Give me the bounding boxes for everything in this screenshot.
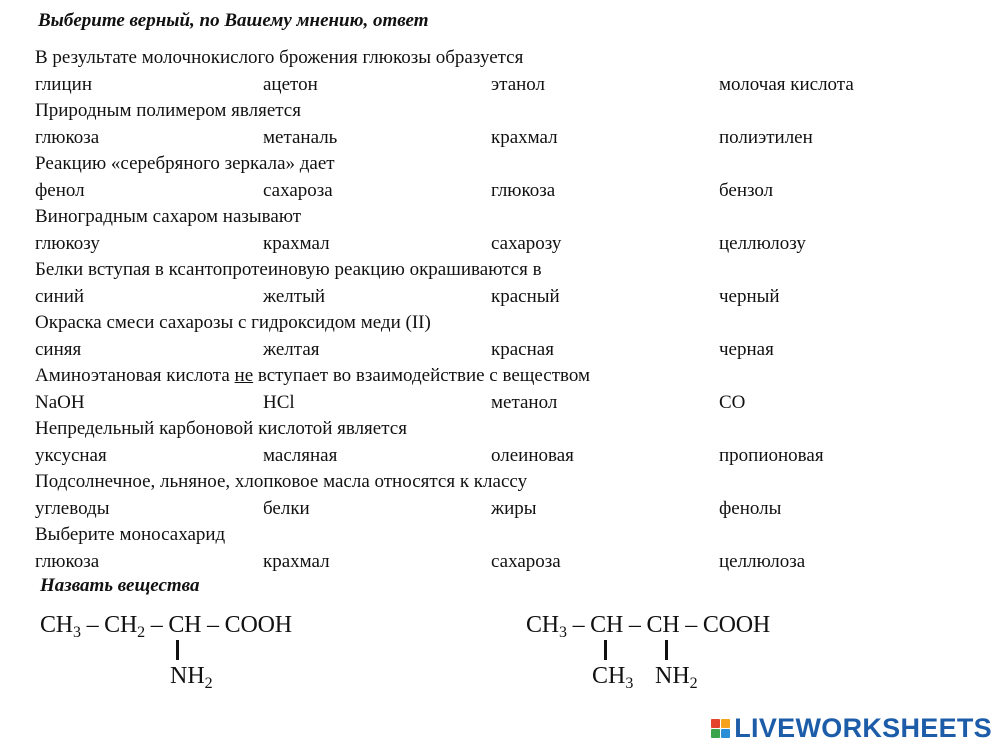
formula-2-bond-2: [665, 640, 668, 660]
f2-branch2-s: 2: [689, 675, 698, 692]
q6-option-2[interactable]: желтая: [263, 338, 320, 360]
q3-option-2[interactable]: сахароза: [263, 179, 333, 201]
f2-s1: 3: [558, 624, 567, 641]
f1-p2: – CH: [80, 612, 138, 638]
f1-p3: – CH – COOH: [144, 612, 292, 638]
formula-2-main: [526, 612, 770, 639]
q7-option-2[interactable]: HCl: [263, 391, 295, 413]
formula-2-branch-2: [655, 663, 698, 690]
q1-option-4[interactable]: молочая кислота: [719, 73, 854, 95]
f1-s2: 2: [137, 624, 145, 641]
liveworksheets-logo-icon: [711, 719, 730, 738]
question-10-text: Выберите моносахарид: [35, 524, 226, 545]
question-9-options: [35, 496, 975, 523]
brand-text: LIVEWORKSHEETS: [734, 713, 992, 743]
f1-p1: CH: [40, 612, 73, 638]
q7-text-after: вступает во взаимодействие с веществом: [253, 365, 591, 386]
formula-2-bond-1: [604, 640, 607, 660]
q5-option-2[interactable]: желтый: [263, 285, 326, 307]
q3-option-4[interactable]: бензол: [719, 179, 774, 201]
logo-tile-blue: [721, 729, 730, 738]
q3-option-3[interactable]: глюкоза: [491, 179, 556, 201]
f2-branch1-s: 3: [625, 675, 634, 692]
q9-option-4[interactable]: фенолы: [719, 497, 782, 519]
q7-text-before: Аминоэтановая кислота: [35, 365, 235, 386]
question-4-options: [35, 231, 975, 258]
q10-option-4[interactable]: целлюлоза: [719, 550, 806, 572]
question-3-text: Реакцию «серебряного зеркала» дает: [35, 153, 335, 174]
q10-option-3[interactable]: сахароза: [491, 550, 561, 572]
formula-2-branch-1: [592, 663, 633, 690]
question-6-text: Окраска смеси сахарозы с гидроксидом меди (II): [35, 312, 431, 333]
question-8-options: [35, 443, 975, 470]
instruction-heading: Выберите верный, по Вашему мнению, ответ: [38, 10, 429, 31]
q1-option-1[interactable]: глицин: [35, 73, 92, 95]
question-7-text: [35, 363, 975, 390]
q2-option-4[interactable]: полиэтилен: [719, 126, 813, 148]
question-8-text: Непредельный карбоновой кислотой является: [35, 418, 407, 439]
question-10-options: [35, 549, 975, 576]
q3-option-1[interactable]: фенол: [35, 179, 85, 201]
q4-option-4[interactable]: целлюлозу: [719, 232, 806, 254]
q6-option-1[interactable]: синяя: [35, 338, 82, 360]
f2-branch2-p: NH: [655, 663, 690, 689]
logo-tile-red: [711, 719, 720, 728]
f2-branch1-p: CH: [592, 663, 626, 689]
q4-option-1[interactable]: глюкозу: [35, 232, 100, 254]
q6-option-4[interactable]: черная: [719, 338, 774, 360]
logo-tile-orange: [721, 719, 730, 728]
q7-text-underlined: не: [234, 365, 254, 386]
q8-option-2[interactable]: масляная: [263, 444, 338, 466]
liveworksheets-brand[interactable]: [711, 713, 992, 744]
q6-option-3[interactable]: красная: [491, 338, 554, 360]
q2-option-1[interactable]: глюкоза: [35, 126, 100, 148]
formula-1-branch: [170, 663, 213, 690]
q2-option-3[interactable]: крахмал: [491, 126, 558, 148]
question-4-text: Виноградным сахаром называют: [35, 206, 302, 227]
question-5-text: Белки вступая в ксантопротеиновую реакцию окрашиваются в: [35, 259, 542, 280]
q4-option-3[interactable]: сахарозу: [491, 232, 562, 254]
question-1-options: [35, 72, 975, 99]
q7-option-3[interactable]: метанол: [491, 391, 558, 413]
question-5-options: [35, 284, 975, 311]
q8-option-1[interactable]: уксусная: [35, 444, 107, 466]
q1-option-3[interactable]: этанол: [491, 73, 546, 95]
question-3-options: [35, 178, 975, 205]
formula-1-bond: [176, 640, 179, 660]
q5-option-1[interactable]: синий: [35, 285, 85, 307]
q5-option-4[interactable]: черный: [719, 285, 780, 307]
q7-option-4[interactable]: CO: [719, 391, 746, 413]
q2-option-2[interactable]: метаналь: [263, 126, 338, 148]
q5-option-3[interactable]: красный: [491, 285, 560, 307]
q9-option-3[interactable]: жиры: [491, 497, 537, 519]
f1-branch-p: NH: [170, 663, 205, 689]
q1-option-2[interactable]: ацетон: [263, 73, 318, 95]
question-1-text: В результате молочнокислого брожения глюкозы образуется: [35, 47, 524, 68]
q4-option-2[interactable]: крахмал: [263, 232, 330, 254]
question-2-options: [35, 125, 975, 152]
q10-option-2[interactable]: крахмал: [263, 550, 330, 572]
logo-tile-green: [711, 729, 720, 738]
q8-option-3[interactable]: олеиновая: [491, 444, 574, 466]
question-6-options: [35, 337, 975, 364]
q10-option-1[interactable]: глюкоза: [35, 550, 100, 572]
question-7-options: [35, 390, 975, 417]
f2-p2: – CH – CH – COOH: [566, 612, 771, 638]
question-2-text: Природным полимером является: [35, 100, 301, 121]
formula-1-main: [40, 612, 292, 639]
f1-branch-s: 2: [204, 675, 213, 692]
q9-option-2[interactable]: белки: [263, 497, 310, 519]
naming-heading: Назвать вещества: [40, 575, 200, 596]
q8-option-4[interactable]: пропионовая: [719, 444, 824, 466]
questions-list: [35, 45, 975, 575]
q7-option-1[interactable]: NaOH: [35, 391, 85, 413]
q9-option-1[interactable]: углеводы: [35, 497, 110, 519]
question-9-text: Подсолнечное, льняное, хлопковое масла относятся к классу: [35, 471, 528, 492]
f1-s1: 3: [72, 624, 81, 641]
f2-p1: CH: [526, 612, 559, 638]
